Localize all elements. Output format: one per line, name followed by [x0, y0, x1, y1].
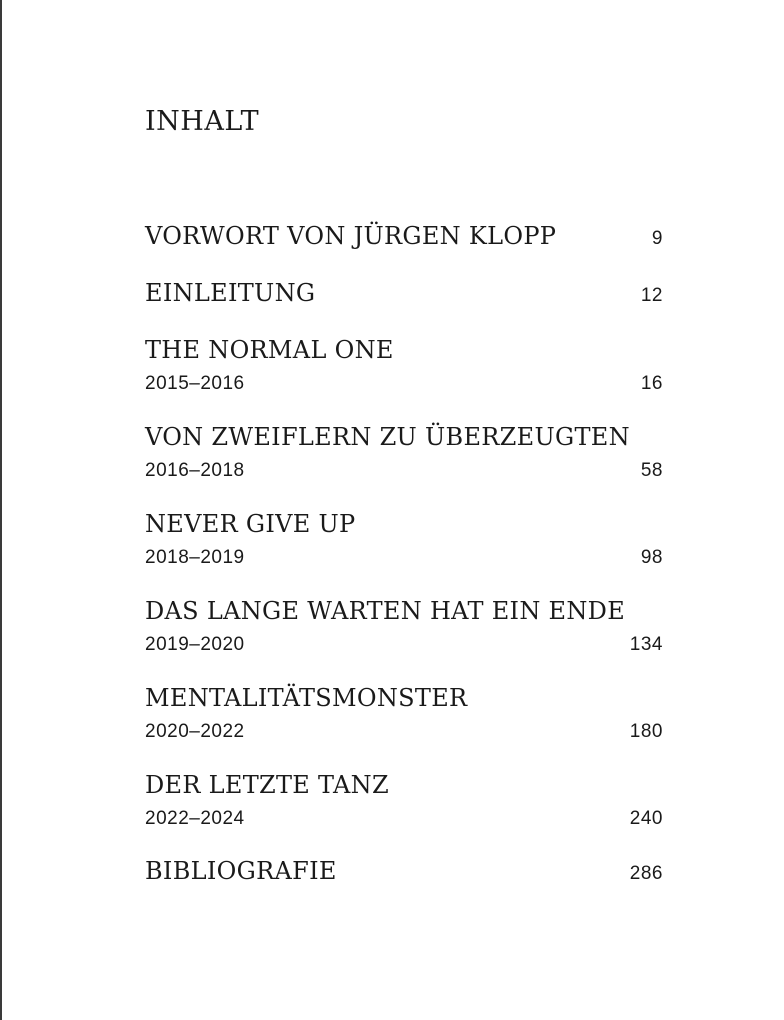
toc-entry-chapter-3 — [145, 510, 665, 568]
toc-entry-page: 12 — [640, 285, 663, 306]
toc-entry-bibliography — [145, 859, 665, 899]
toc-entry-page: 180 — [629, 721, 663, 742]
toc-entry-introduction — [145, 281, 665, 321]
toc-entry-chapter-2 — [145, 423, 665, 481]
toc-heading: INHALT — [145, 106, 260, 137]
toc-entry-chapter-6 — [145, 771, 665, 829]
toc-entry-years: 2020–2022 — [145, 721, 245, 742]
toc-entry-page: 98 — [640, 547, 663, 568]
toc-entry-page: 134 — [629, 634, 663, 655]
toc-entry-title: EINLEITUNG — [145, 279, 316, 307]
toc-entry-title: DER LETZTE TANZ — [145, 771, 389, 799]
toc-entry-page: 9 — [651, 228, 663, 249]
toc-entry-years: 2016–2018 — [145, 460, 245, 481]
toc-entry-title: DAS LANGE WARTEN HAT EIN ENDE — [145, 597, 626, 625]
toc-entry-page: 240 — [629, 808, 663, 829]
toc-entry-page: 58 — [640, 460, 663, 481]
toc-entry-chapter-5 — [145, 684, 665, 742]
toc-entry-years: 2022–2024 — [145, 808, 245, 829]
toc-entry-title: MENTALITÄTSMONSTER — [145, 684, 468, 712]
toc-entry-title: BIBLIOGRAFIE — [145, 857, 337, 885]
toc-entry-page: 286 — [629, 863, 663, 884]
toc-entry-foreword — [145, 224, 665, 264]
toc-entry-years: 2015–2016 — [145, 373, 245, 394]
toc-entry-title: THE NORMAL ONE — [145, 336, 394, 364]
toc-entry-title: VORWORT VON JÜRGEN KLOPP — [145, 222, 557, 250]
toc-entry-years: 2018–2019 — [145, 547, 245, 568]
toc-entry-title: VON ZWEIFLERN ZU ÜBERZEUGTEN — [145, 423, 630, 451]
toc-entry-years: 2019–2020 — [145, 634, 245, 655]
toc-entry-title: NEVER GIVE UP — [145, 510, 356, 538]
toc-entry-chapter-1 — [145, 336, 665, 394]
toc-entry-page: 16 — [640, 373, 663, 394]
toc-entry-chapter-4 — [145, 597, 665, 655]
